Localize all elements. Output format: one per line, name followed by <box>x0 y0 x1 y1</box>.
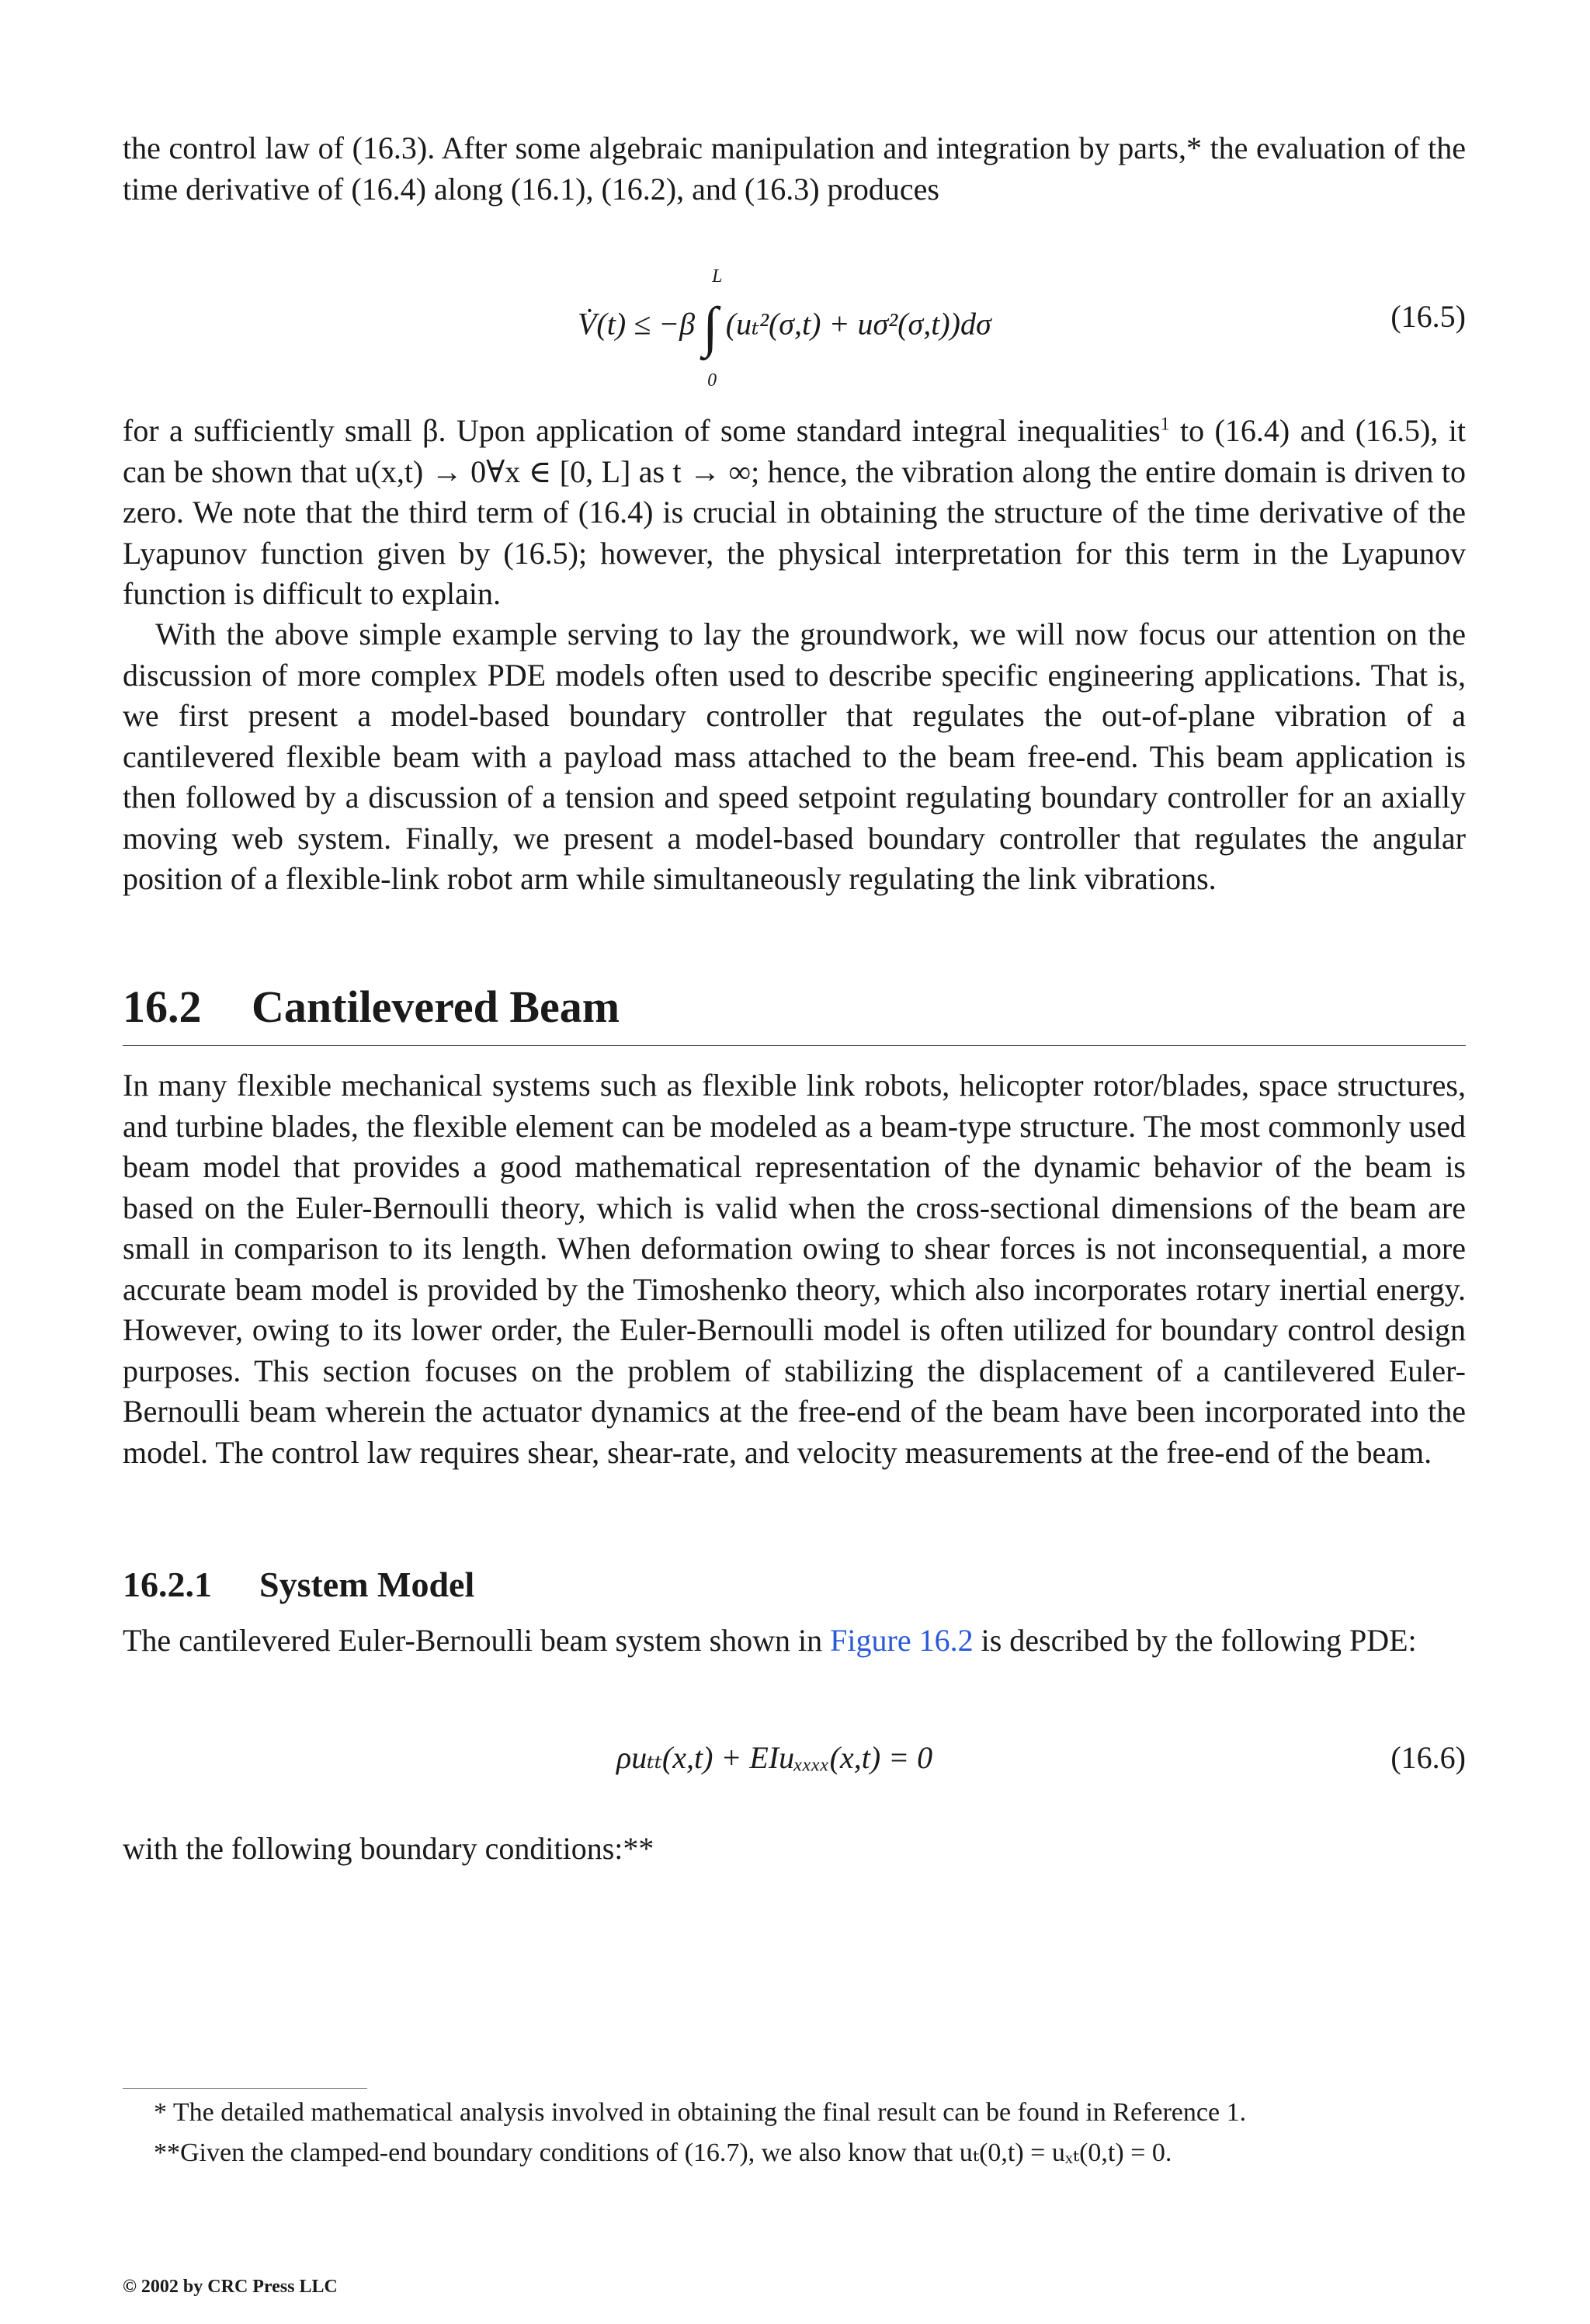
equation-16-5-lhs: V̇(t) ≤ −β <box>578 306 696 342</box>
equation-16-6-number: (16.6) <box>1390 1740 1466 1775</box>
integral-lower-limit: 0 <box>707 370 717 391</box>
subsection-title: System Model <box>259 1565 475 1604</box>
equation-16-5-integrand: (uₜ²(σ,t) + uσ²(σ,t))dσ <box>725 306 991 342</box>
integral-sign: ∫ L 0 <box>703 266 723 391</box>
paragraph-system-model-text-a: The cantilevered Euler-Bernoulli beam system shown in <box>123 1623 831 1658</box>
equation-16-5-number: (16.5) <box>1390 299 1466 334</box>
footnote-2: **Given the clamped-end boundary conditions of (16.7), we also know that uₜ(0,t) = uₓₜ(0,t) = 0. <box>154 2138 1172 2167</box>
equation-16-6 <box>123 1739 1466 1786</box>
paragraph-overview: With the above simple example serving to lay the groundwork, we will now focus our attention on the discussion of more complex PDE models often used to describe specific engineering applications. That is, we first present a model-based boundary controller that regulates the out-of-plane vibration of a cantilevered flexible beam with a payload mass attached to the beam free-end. This beam application is then followed by a discussion of a tension and speed setpoint regulating boundary controller for an axially moving web system. Finally, we present a model-based boundary controller that regulates the angular position of a flexible-link robot arm while simultaneously regulating the link vibrations. <box>123 617 1466 896</box>
section-heading <box>123 980 1466 1046</box>
figure-16-2-link[interactable]: Figure 16.2 <box>830 1623 974 1658</box>
footnote-divider <box>123 2088 367 2089</box>
reference-1-marker: 1 <box>1160 414 1170 435</box>
paragraph-system-model <box>123 1621 1466 1662</box>
paragraph-lyapunov-text-b: to (16.4) and (16.5), it can be shown that u(x,t) → 0∀x ∈ [0, L] as t → ∞; hence, the vibration along the entire domain is driven to zero. We note that the third term of (16.4) is crucial in obtaining the structure of the time derivative of the Lyapunov function given by (16.5); however, the physical interpretation for this term in the Lyapunov function is difficult to explain. <box>123 413 1466 611</box>
paragraph-lyapunov-text-a: for a sufficiently small β. Upon application of some standard integral inequalities <box>123 413 1161 448</box>
paragraph-lyapunov <box>123 411 1466 615</box>
paragraph-boundary-conditions: with the following boundary conditions:** <box>123 1831 654 1866</box>
subsection-number: 16.2.1 <box>123 1565 212 1604</box>
equation-16-6-body: ρuₜₜ(x,t) + EIuₓₓₓₓ(x,t) = 0 <box>616 1740 933 1775</box>
intro-paragraph: the control law of (16.3). After some algebraic manipulation and integration by parts,* the evaluation of the time derivative of (16.4) along (16.1), (16.2), and (16.3) produces <box>123 130 1466 207</box>
subsection-heading <box>123 1564 474 1605</box>
equation-16-5-body <box>578 266 991 391</box>
copyright-notice: © 2002 by CRC Press LLC <box>123 2277 338 2297</box>
paragraph-system-model-text-b: is described by the following PDE: <box>973 1623 1417 1658</box>
paragraph-beam-models: In many flexible mechanical systems such as flexible link robots, helicopter rotor/blades, space structures, and turbine blades, the flexible element can be modeled as a beam-type structure. The most commonly used beam model that provides a good mathematical representation of the dynamic behavior of the beam is based on the Euler-Bernoulli theory, which is valid when the cross-sectional dimensions of the beam are small in comparison to its length. When deformation owing to shear forces is not inconsequential, a more accurate beam model is provided by the Timoshenko theory, which also incorporates rotary inertial energy. However, owing to its lower order, the Euler-Bernoulli model is often utilized for boundary control design purposes. This section focuses on the problem of stabilizing the displacement of a cantilevered Euler-Bernoulli beam wherein the actuator dynamics at the free-end of the beam have been incorporated into the model. The control law requires shear, shear-rate, and velocity measurements at the free-end of the beam. <box>123 1068 1466 1470</box>
section-number: 16.2 <box>123 981 202 1032</box>
integral-upper-limit: L <box>712 266 723 287</box>
section-title: Cantilevered Beam <box>252 981 620 1032</box>
equation-16-5 <box>123 256 1466 391</box>
footnote-1: * The detailed mathematical analysis involved in obtaining the final result can be found in Reference 1. <box>154 2098 1247 2127</box>
